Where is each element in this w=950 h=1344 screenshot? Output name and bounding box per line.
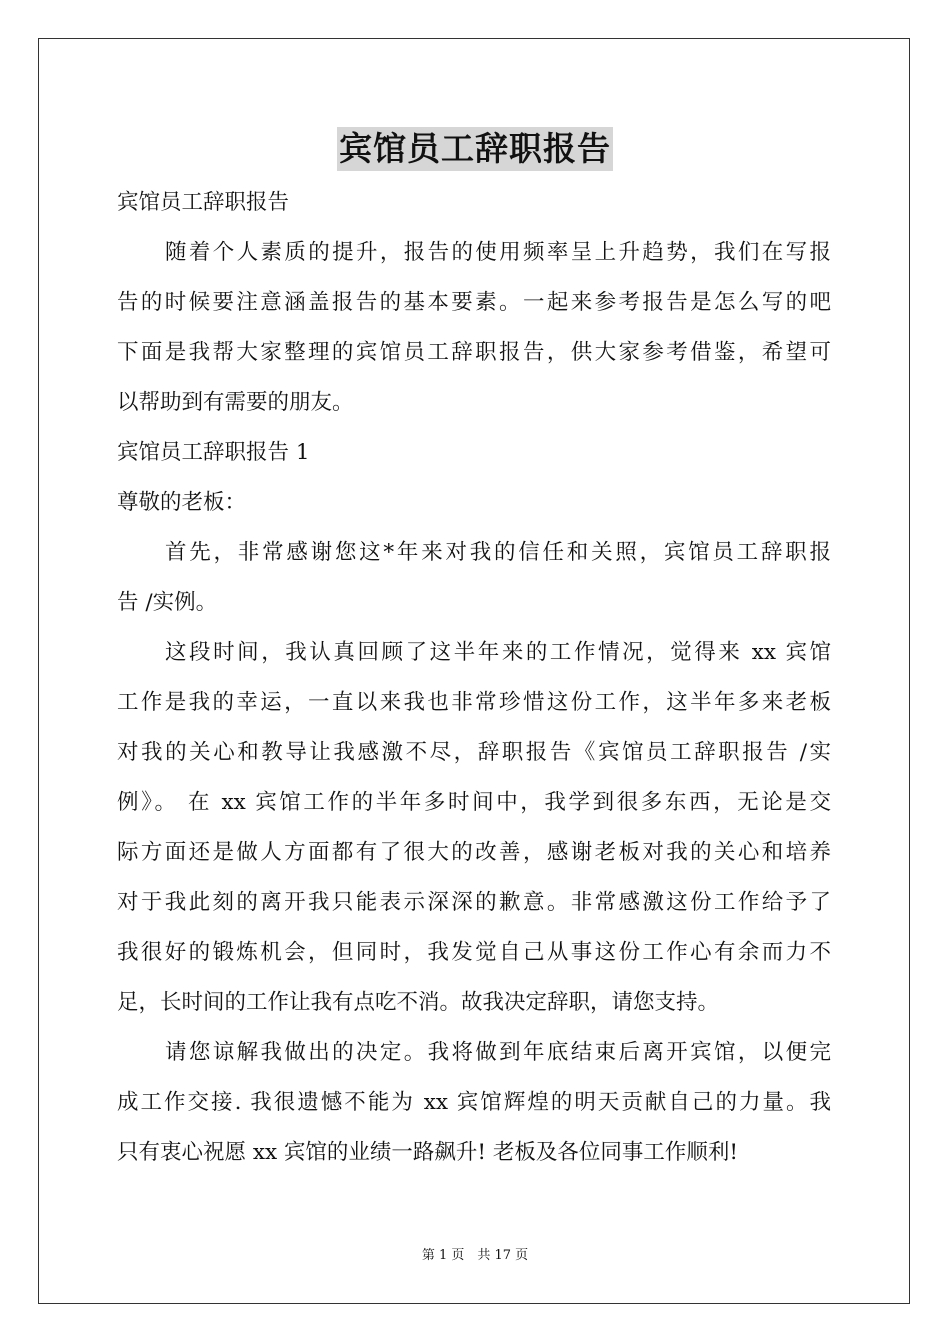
subtitle-line: 宾馆员工辞职报告 — [117, 190, 290, 215]
text-line: 对于我此刻的离开我只能表示深深的歉意。非常感激这份工作给予了 — [117, 890, 831, 915]
text-line: 下面是我帮大家整理的宾馆员工辞职报告，供大家参考借鉴，希望可 — [117, 340, 831, 365]
title-block — [0, 127, 950, 171]
text-line: 对我的关心和教导让我感激不尽，辞职报告《宾馆员工辞职报告 /实 — [117, 740, 831, 765]
text-line: 际方面还是做人方面都有了很大的改善，感谢老板对我的关心和培养 — [117, 840, 831, 865]
text-line: 例》。 在 xx 宾馆工作的半年多时间中，我学到很多东西，无论是交 — [117, 790, 831, 815]
text-line: 足，长时间的工作让我有点吃不消。故我决定辞职，请您支持。 — [117, 990, 720, 1015]
text-line: 请您谅解我做出的决定。我将做到年底结束后离开宾馆，以便完 — [165, 1040, 831, 1065]
text-line: 只有衷心祝愿 xx 宾馆的业绩一路飙升! 老板及各位同事工作顺利! — [117, 1140, 739, 1165]
page-footer: 第 1 页 共 17 页 — [421, 1248, 529, 1263]
text-line: 告的时候要注意涵盖报告的基本要素。一起来参考报告是怎么写的吧 — [117, 290, 831, 315]
section-heading: 宾馆员工辞职报告 1 — [117, 440, 310, 465]
text-line: 首先，非常感谢您这*年来对我的信任和关照，宾馆员工辞职报 — [165, 540, 831, 565]
text-line: 随着个人素质的提升，报告的使用频率呈上升趋势，我们在写报 — [165, 240, 831, 265]
text-line: 以帮助到有需要的朋友。 — [117, 390, 354, 415]
document-body — [117, 178, 831, 1178]
text-line: 我很好的锻炼机会，但同时，我发觉自己从事这份工作心有余而力不 — [117, 940, 831, 965]
text-line: 成工作交接. 我很遗憾不能为 xx 宾馆辉煌的明天贡献自己的力量。我 — [117, 1090, 831, 1115]
document-title: 宾馆员工辞职报告 — [337, 127, 613, 171]
text-line: 这段时间，我认真回顾了这半年来的工作情况，觉得来 xx 宾馆 — [165, 640, 831, 665]
text-line: 工作是我的幸运，一直以来我也非常珍惜这份工作，这半年多来老板 — [117, 690, 831, 715]
text-line: 告 /实例。 — [117, 590, 218, 615]
salutation: 尊敬的老板： — [117, 490, 247, 515]
